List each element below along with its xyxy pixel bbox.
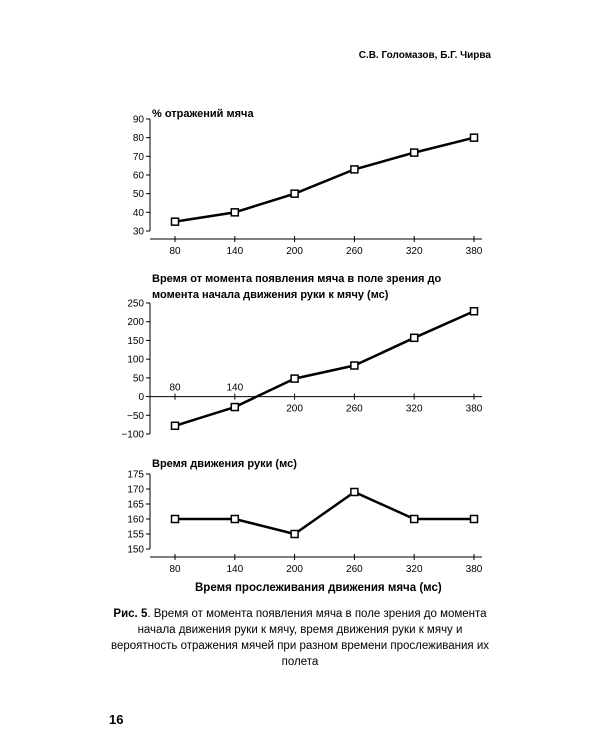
chart1-y-tick-label: 80 <box>132 133 144 145</box>
chart1-y-tick-label: 50 <box>132 189 144 201</box>
chart2-y-tick-label: −100 <box>121 429 144 441</box>
caption-text: . Время от момента появления мяча в поле зрения до момента начала движения руки к мячу, время движения руки к мячу и вероятность отражения мячей при разном времени прослеживания их полета <box>110 608 490 668</box>
running-header: С.В. Голомазов, Б.Г. Чирва <box>358 50 491 61</box>
chart1-data-point <box>351 166 358 173</box>
chart1-series-line <box>175 138 474 222</box>
chart2-title: Время от момента появления мяча в поле зрения до момента начала движения руки к мячу (мс) <box>152 273 442 301</box>
chart3-y-tick-label: 175 <box>127 469 144 481</box>
chart2-data-point <box>231 404 238 411</box>
chart2-data-point <box>411 334 418 341</box>
chart3-data-point <box>172 516 179 523</box>
chart3-data-point <box>411 516 418 523</box>
chart2-x-tick-label: 140 <box>226 382 244 394</box>
chart2-x-tick-label: 200 <box>286 403 303 415</box>
chart3-x-tick-label: 140 <box>226 564 244 575</box>
chart3-x-tick-label: 320 <box>405 564 423 575</box>
chart1-x-tick-label: 80 <box>169 246 181 257</box>
chart2-data-point <box>351 362 358 369</box>
x-axis-label: Время прослеживания движения мяча (мс) <box>195 582 442 594</box>
chart2-y-tick-label: −50 <box>127 410 144 422</box>
chart3-x-tick-label: 260 <box>346 564 363 575</box>
figure-caption <box>110 606 490 670</box>
chart1-data-point <box>172 218 179 225</box>
chart1-x-tick-label: 380 <box>465 246 483 257</box>
chart1-x-tick-label: 140 <box>226 246 244 257</box>
chart2-data-point <box>471 308 478 315</box>
chart1-y-tick-label: 70 <box>132 151 144 163</box>
chart3-y-tick-label: 150 <box>127 544 144 556</box>
chart1-x-tick-label: 320 <box>405 246 423 257</box>
chart3-data-point <box>231 516 238 523</box>
chart3-data-point <box>351 489 358 496</box>
chart3-y-tick-label: 165 <box>127 499 144 511</box>
chart2-y-tick-label: 50 <box>132 373 144 385</box>
chart3-x-tick-label: 380 <box>465 564 483 575</box>
chart2-y-tick-label: 200 <box>127 317 144 329</box>
chart1-title: % отражений мяча <box>152 108 254 120</box>
chart2-x-tick-label: 80 <box>169 382 181 394</box>
chart3-data-point <box>291 531 298 538</box>
chart3-x-tick-label: 200 <box>286 564 303 575</box>
chart2-y-tick-label: 0 <box>138 392 144 404</box>
chart3-x-tick-label: 80 <box>169 564 181 575</box>
chart2-y-tick-label: 100 <box>127 354 144 366</box>
chart2-data-point <box>291 375 298 382</box>
chart1-y-tick-label: 60 <box>132 170 144 182</box>
chart2-series-line <box>175 311 474 426</box>
chart2-y-tick-label: 150 <box>127 335 144 347</box>
chart2-x-tick-label: 260 <box>346 403 363 415</box>
chart1-y-tick-label: 40 <box>132 207 144 219</box>
page-number: 16 <box>109 712 124 727</box>
chart2-y-tick-label: 250 <box>127 298 144 310</box>
chart1-x-tick-label: 200 <box>286 246 303 257</box>
chart3-y-tick-label: 170 <box>127 484 144 496</box>
caption-label: Рис. 5 <box>113 608 148 620</box>
chart3-y-tick-label: 155 <box>127 529 144 541</box>
chart1-data-point <box>471 134 478 141</box>
chart1-y-tick-label: 90 <box>132 114 144 126</box>
chart3-y-tick-label: 160 <box>127 514 144 526</box>
chart3-data-point <box>471 516 478 523</box>
chart1-y-tick-label: 30 <box>132 226 144 238</box>
chart2-data-point <box>172 422 179 429</box>
chart2-x-tick-label: 320 <box>405 403 423 415</box>
chart1-data-point <box>411 149 418 156</box>
chart2-x-tick-label: 380 <box>465 403 483 415</box>
chart1-x-tick-label: 260 <box>346 246 363 257</box>
chart1-data-point <box>291 190 298 197</box>
chart3-series-line <box>175 492 474 534</box>
chart3-title: Время движения руки (мс) <box>152 458 297 470</box>
chart1-data-point <box>231 209 238 216</box>
